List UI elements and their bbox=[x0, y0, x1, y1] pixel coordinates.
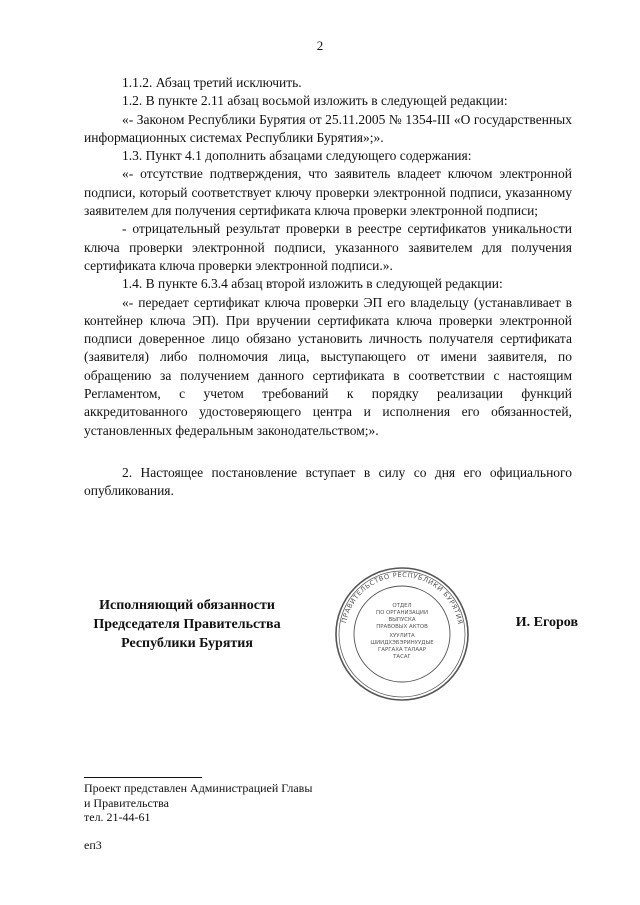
stamp-line: ОТДЕЛ bbox=[392, 603, 412, 609]
signatory-title-line: Исполняющий обязанности bbox=[99, 598, 275, 613]
document-code: еп3 bbox=[84, 838, 102, 852]
paragraph-2: 2. Настоящее постановление вступает в силу со дня его официального опубликования. bbox=[84, 464, 572, 499]
signatory-name: И. Егоров bbox=[515, 615, 578, 630]
paragraph-1-2: 1.2. В пункте 2.11 абзац восьмой изложить в следующей редакции: bbox=[122, 93, 508, 109]
footnote-line: и Правительства bbox=[84, 795, 169, 810]
document-body bbox=[84, 74, 572, 501]
paragraph-1-2-text: «- Законом Республики Бурятия от 25.11.2005 № 1354-III «О государственных информационных системах Республики Бурятия»;». bbox=[84, 111, 572, 145]
footnote-line: Проект представлен Администрацией Главы bbox=[84, 781, 313, 795]
stamp-line: ШИИДХЭБЭРИНУУДЫЕ bbox=[370, 640, 434, 646]
page-number: 2 bbox=[316, 38, 324, 53]
stamp-line: ПО ОРГАНИЗАЦИИ bbox=[376, 610, 428, 616]
paragraph-1-3-item-2: - отрицательный результат проверки в реестре сертификатов уникальности ключа проверки электронной подписи, указанного заявителем для получения сертификата ключа проверки электронной подписи.». bbox=[84, 221, 572, 273]
stamp-ring-text: ПРАВИТЕЛЬСТВО РЕСПУБЛИКИ БУРЯТИЯ bbox=[340, 570, 465, 626]
stamp-line: ПРАВОВЫХ АКТОВ bbox=[376, 624, 428, 630]
paragraph-1-3-item-1: «- отсутствие подтверждения, что заявитель владеет ключом электронной подписи, который соответствует ключу проверки электронной подписи, указанному заявителем для получения сертификата ключа проверки электронной подписи; bbox=[84, 166, 572, 219]
footnote-divider bbox=[84, 777, 202, 778]
paragraph-1-3: 1.3. Пункт 4.1 дополнить абзацами следующего содержания: bbox=[122, 148, 472, 164]
paragraph-1-4-text: «- передает сертификат ключа проверки ЭП его владельцу (устанавливает в контейнер ключа ЭП). При вручении сертификата ключа проверки электронной подписи доверенное лицо обязано установить личность получателя сертификата (заявителя) либо полномочия лица, выступающего от имени заявителя, по обращению за получением данного сертификата в соответствии с настоящим Регламентом, с учетом требований к порядку реализации функций аккредитованного удостоверяющего центра и исполнения его обязанностей, установленных федеральным законодательством;». bbox=[84, 294, 572, 438]
paragraph-1-1-2: 1.1.2. Абзац третий исключить. bbox=[122, 75, 302, 90]
footnote bbox=[84, 781, 312, 825]
stamp-line: ТАСАГ bbox=[393, 654, 411, 660]
official-stamp bbox=[334, 566, 470, 702]
stamp-line: ХУУЛИТА bbox=[389, 633, 415, 639]
footnote-phone: тел. 21-44-61 bbox=[84, 810, 151, 824]
signatory-title-line: Республики Бурятия bbox=[121, 636, 253, 651]
stamp-line: ВЫПУСКА bbox=[388, 617, 416, 623]
signatory-title-line: Председателя Правительства bbox=[93, 617, 281, 632]
signatory-title bbox=[84, 596, 290, 653]
stamp-line: ГАРГАХА ТАЛААР bbox=[378, 647, 426, 653]
paragraph-1-4: 1.4. В пункте 6.3.4 абзац второй изложить в следующей редакции: bbox=[122, 276, 503, 292]
